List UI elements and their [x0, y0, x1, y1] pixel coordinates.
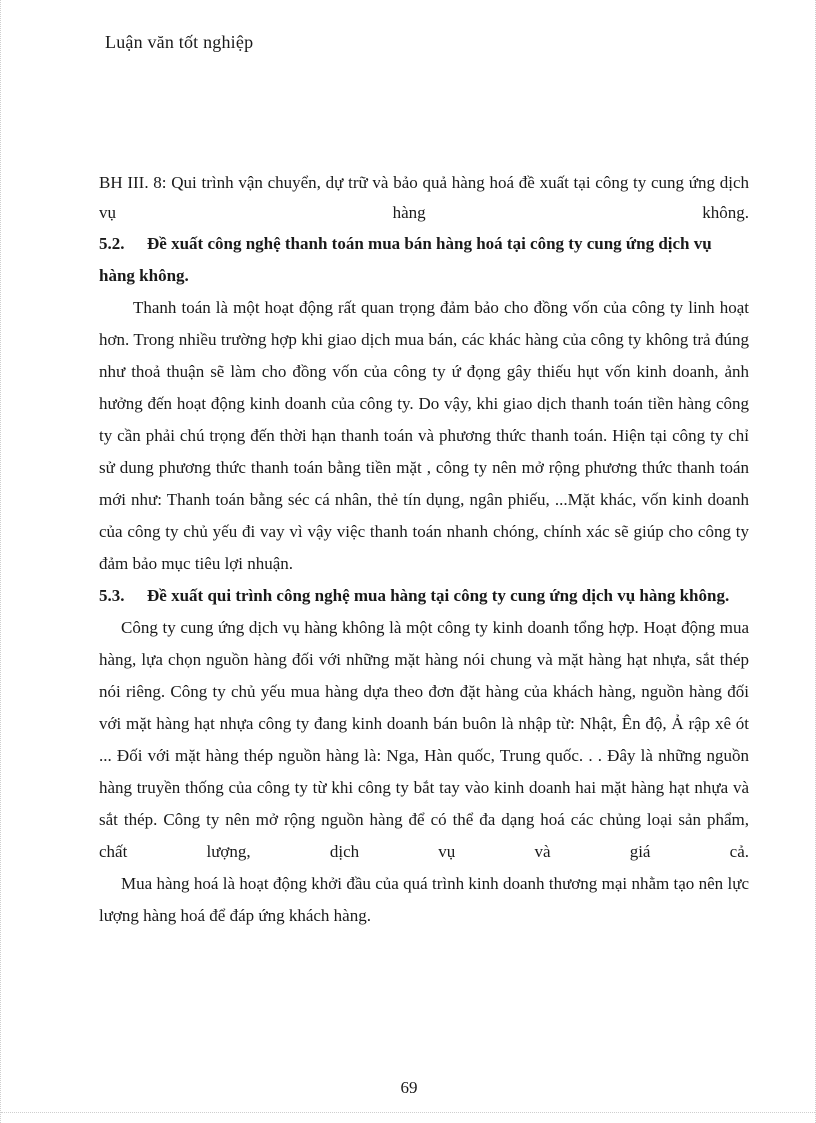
- figure-caption: BH III. 8: Qui trình vận chuyển, dự trữ và bảo quả hàng hoá đề xuất tại công ty cung ứng dịch vụ hàng không.: [99, 173, 749, 222]
- running-header: Luận văn tốt nghiệp: [105, 32, 254, 52]
- section-heading-5-3: [99, 580, 749, 612]
- page-body: [99, 168, 749, 932]
- section-number: 5.3.: [99, 586, 125, 605]
- body-paragraph: Mua hàng hoá là hoạt động khởi đầu của quá trình kinh doanh thương mại nhằm tạo nên lực lượng hàng hoá để đáp ứng khách hàng.: [99, 874, 749, 925]
- body-paragraph: Thanh toán là một hoạt động rất quan trọng đảm bảo cho đồng vốn của công ty linh hoạt hơn. Trong nhiều trường hợp khi giao dịch mua bán, các khác hàng của công ty không trả đúng như thoả thuận sẽ làm cho đồng vốn của công ty ứ đọng gây thiếu hụt vốn kinh doanh, ảnh hưởng đến hoạt động kinh doanh của công ty. Do vậy, khi giao dịch thanh toán tiền hàng công ty cần phải chú trọng đến thời hạn thanh toán và phương thức thanh toán. Hiện tại công ty chỉ sử dung phương thức thanh toán bằng tiền mặt , công ty nên mở rộng phương thức thanh toán mới như: Thanh toán bằng séc cá nhân, thẻ tín dụng, ngân phiếu, ...Mặt khác, vốn kinh doanh của công ty chủ yếu đi vay vì vậy việc thanh toán nhanh chóng, chính xác sẽ giúp cho công ty đảm bảo mục tiêu lợi nhuận.: [99, 298, 749, 573]
- section-heading-5-2: [99, 228, 749, 292]
- section-number: 5.2.: [99, 234, 125, 253]
- body-paragraph: Công ty cung ứng dịch vụ hàng không là một công ty kinh doanh tổng hợp. Hoạt động mua hàng, lựa chọn nguồn hàng đối với những mặt hàng nói chung và mặt hàng hạt nhựa, sắt thép nói riêng. Công ty chủ yếu mua hàng dựa theo đơn đặt hàng của khách hàng, nguồn hàng đối với mặt hàng hạt nhựa công ty đang kinh doanh bán buôn là nhập từ: Nhật, Ên độ, Ả rập xê ót ... Đối với mặt hàng thép nguồn hàng là: Nga, Hàn quốc, Trung quốc. . . Đây là những nguồn hàng truyền thống của công ty từ khi công ty bắt tay vào kinh doanh hai mặt hàng hạt nhựa và sắt thép. Công ty nên mở rộng nguồn hàng để có thể đa dạng hoá các chủng loại sản phẩm, chất lượng, dịch vụ và giá cả.: [99, 618, 749, 861]
- section-title: Đề xuất qui trình công nghệ mua hàng tại công ty cung ứng dịch vụ hàng không.: [147, 586, 730, 605]
- page-number: 69: [400, 1078, 418, 1097]
- page-divider: [1, 1112, 816, 1113]
- section-title: Đề xuất công nghệ thanh toán mua bán hàng hoá tại công ty cung ứng dịch vụ hàng không.: [99, 234, 712, 285]
